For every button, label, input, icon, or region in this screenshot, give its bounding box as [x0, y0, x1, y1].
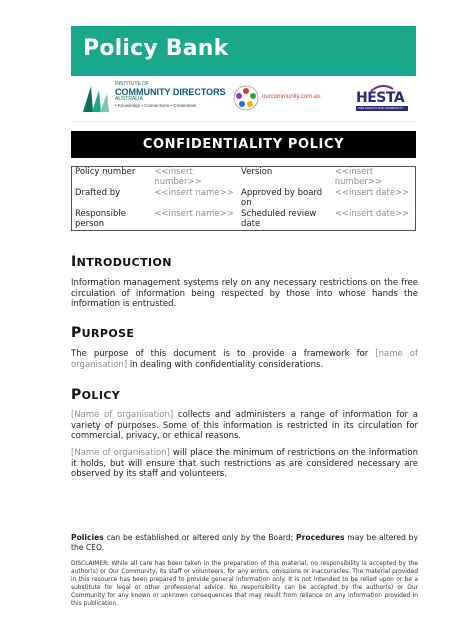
meta-value: <<insert date>> — [334, 188, 410, 198]
table-row — [72, 188, 416, 209]
document-title: CONFIDENTIALITY POLICY — [142, 137, 345, 152]
table-row — [72, 209, 416, 231]
board-note — [71, 533, 418, 553]
heading-rest: NTRODUCTION — [76, 256, 172, 269]
icd-line3: AUSTRALIA — [115, 96, 143, 102]
policies-bold: Policies — [71, 533, 104, 542]
policy-placeholder-2: [Name of organisation] — [71, 448, 170, 458]
policy-paragraph-2 — [71, 448, 418, 480]
hesta-logo — [356, 84, 408, 114]
hesta-tagline-bar — [356, 106, 408, 115]
heading-cap: I — [71, 254, 77, 270]
meta-label: Drafted by — [75, 188, 121, 198]
banner-title: Policy Bank — [83, 36, 229, 61]
introduction-heading — [71, 254, 172, 270]
our-community-logo-text: ourcommunity.com.au — [262, 94, 321, 100]
purpose-text-after: in dealing with confidentiality considerations. — [127, 359, 324, 370]
meta-value: <<insert name>> — [154, 188, 234, 198]
policy-paragraph-1 — [71, 410, 418, 442]
hesta-wordmark: HESTA — [356, 90, 405, 106]
policy-text-1: collects and administers a range of information for a variety of purposes. Some of this information is restricted in its circulation for commercial, privacy, or ethical reasons. — [71, 410, 418, 441]
meta-value: <<insert number>> — [334, 167, 383, 187]
table-row — [72, 167, 416, 189]
purpose-paragraph — [71, 349, 418, 370]
heading-rest: URPOSE — [81, 327, 135, 340]
meta-label: Version — [241, 167, 273, 177]
meta-label: Scheduled review date — [238, 209, 332, 231]
procedures-text: may be altered by the CEO. — [71, 533, 418, 552]
meta-label: Policy number — [75, 167, 136, 177]
heading-cap: P — [71, 325, 82, 341]
procedures-bold: Procedures — [296, 533, 345, 542]
heading-rest: OLICY — [81, 389, 121, 402]
purpose-text-before: The purpose of this document is to provide a framework for — [71, 349, 376, 359]
policy-placeholder-1: [Name of organisation] — [71, 410, 174, 420]
icd-line1: INSTITUTE OF — [115, 81, 150, 87]
introduction-paragraph: Information management systems rely on any necessary restrictions on the free circulation of information being respected by those into whose hands the information is entrusted. — [71, 278, 418, 309]
purpose-placeholder: [name of organisation] — [71, 349, 418, 370]
disclaimer: DISCLAIMER: While all care has been taken in the preparation of this material, no responsibility is accepted by the author(s) or Our Community, its staff or volunteers, for any errors, omissions or inaccuracies. The material provided in this resource has been prepared to provide general information only. It is not intended to be relied upon or be a substitute for legal or other professional advice. No responsibility can be accepted by the author(s) or Our Community for any known or unknown consequences that may result from reliance on any information provided in this publication. — [71, 561, 418, 607]
our-community-logo-icon — [233, 85, 259, 111]
icd-line2: COMMUNITY DIRECTORS — [115, 87, 226, 97]
policy-text-2: will place the minimum of restrictions on the information it holds, but will ensure that such restrictions as are considered necessary are observed by its staff and volunteers. — [71, 448, 418, 479]
policies-text: can be established or altered only by the Board; — [103, 533, 297, 542]
icd-logo-text — [115, 82, 226, 109]
meta-value: <<insert name>> — [151, 209, 238, 231]
policy-meta-table — [71, 166, 416, 231]
meta-label: Responsible person — [72, 209, 152, 231]
hesta-tagline: FOR HEALTH AND COMMUNITY SERVICES — [358, 106, 404, 115]
logo-strip — [71, 76, 416, 122]
policy-bank-banner — [71, 26, 416, 76]
meta-value: <<insert number>> — [154, 167, 202, 187]
heading-cap: P — [71, 387, 82, 403]
purpose-heading — [71, 325, 134, 341]
document-title-bar — [71, 131, 416, 158]
icd-sail-logo-icon — [81, 82, 111, 114]
meta-value: <<insert date>> — [332, 209, 416, 231]
icd-tagline: • Knowledge • Connections • Credentials — [115, 103, 197, 108]
policy-heading — [71, 387, 120, 403]
meta-label: Approved by board on — [241, 188, 323, 208]
